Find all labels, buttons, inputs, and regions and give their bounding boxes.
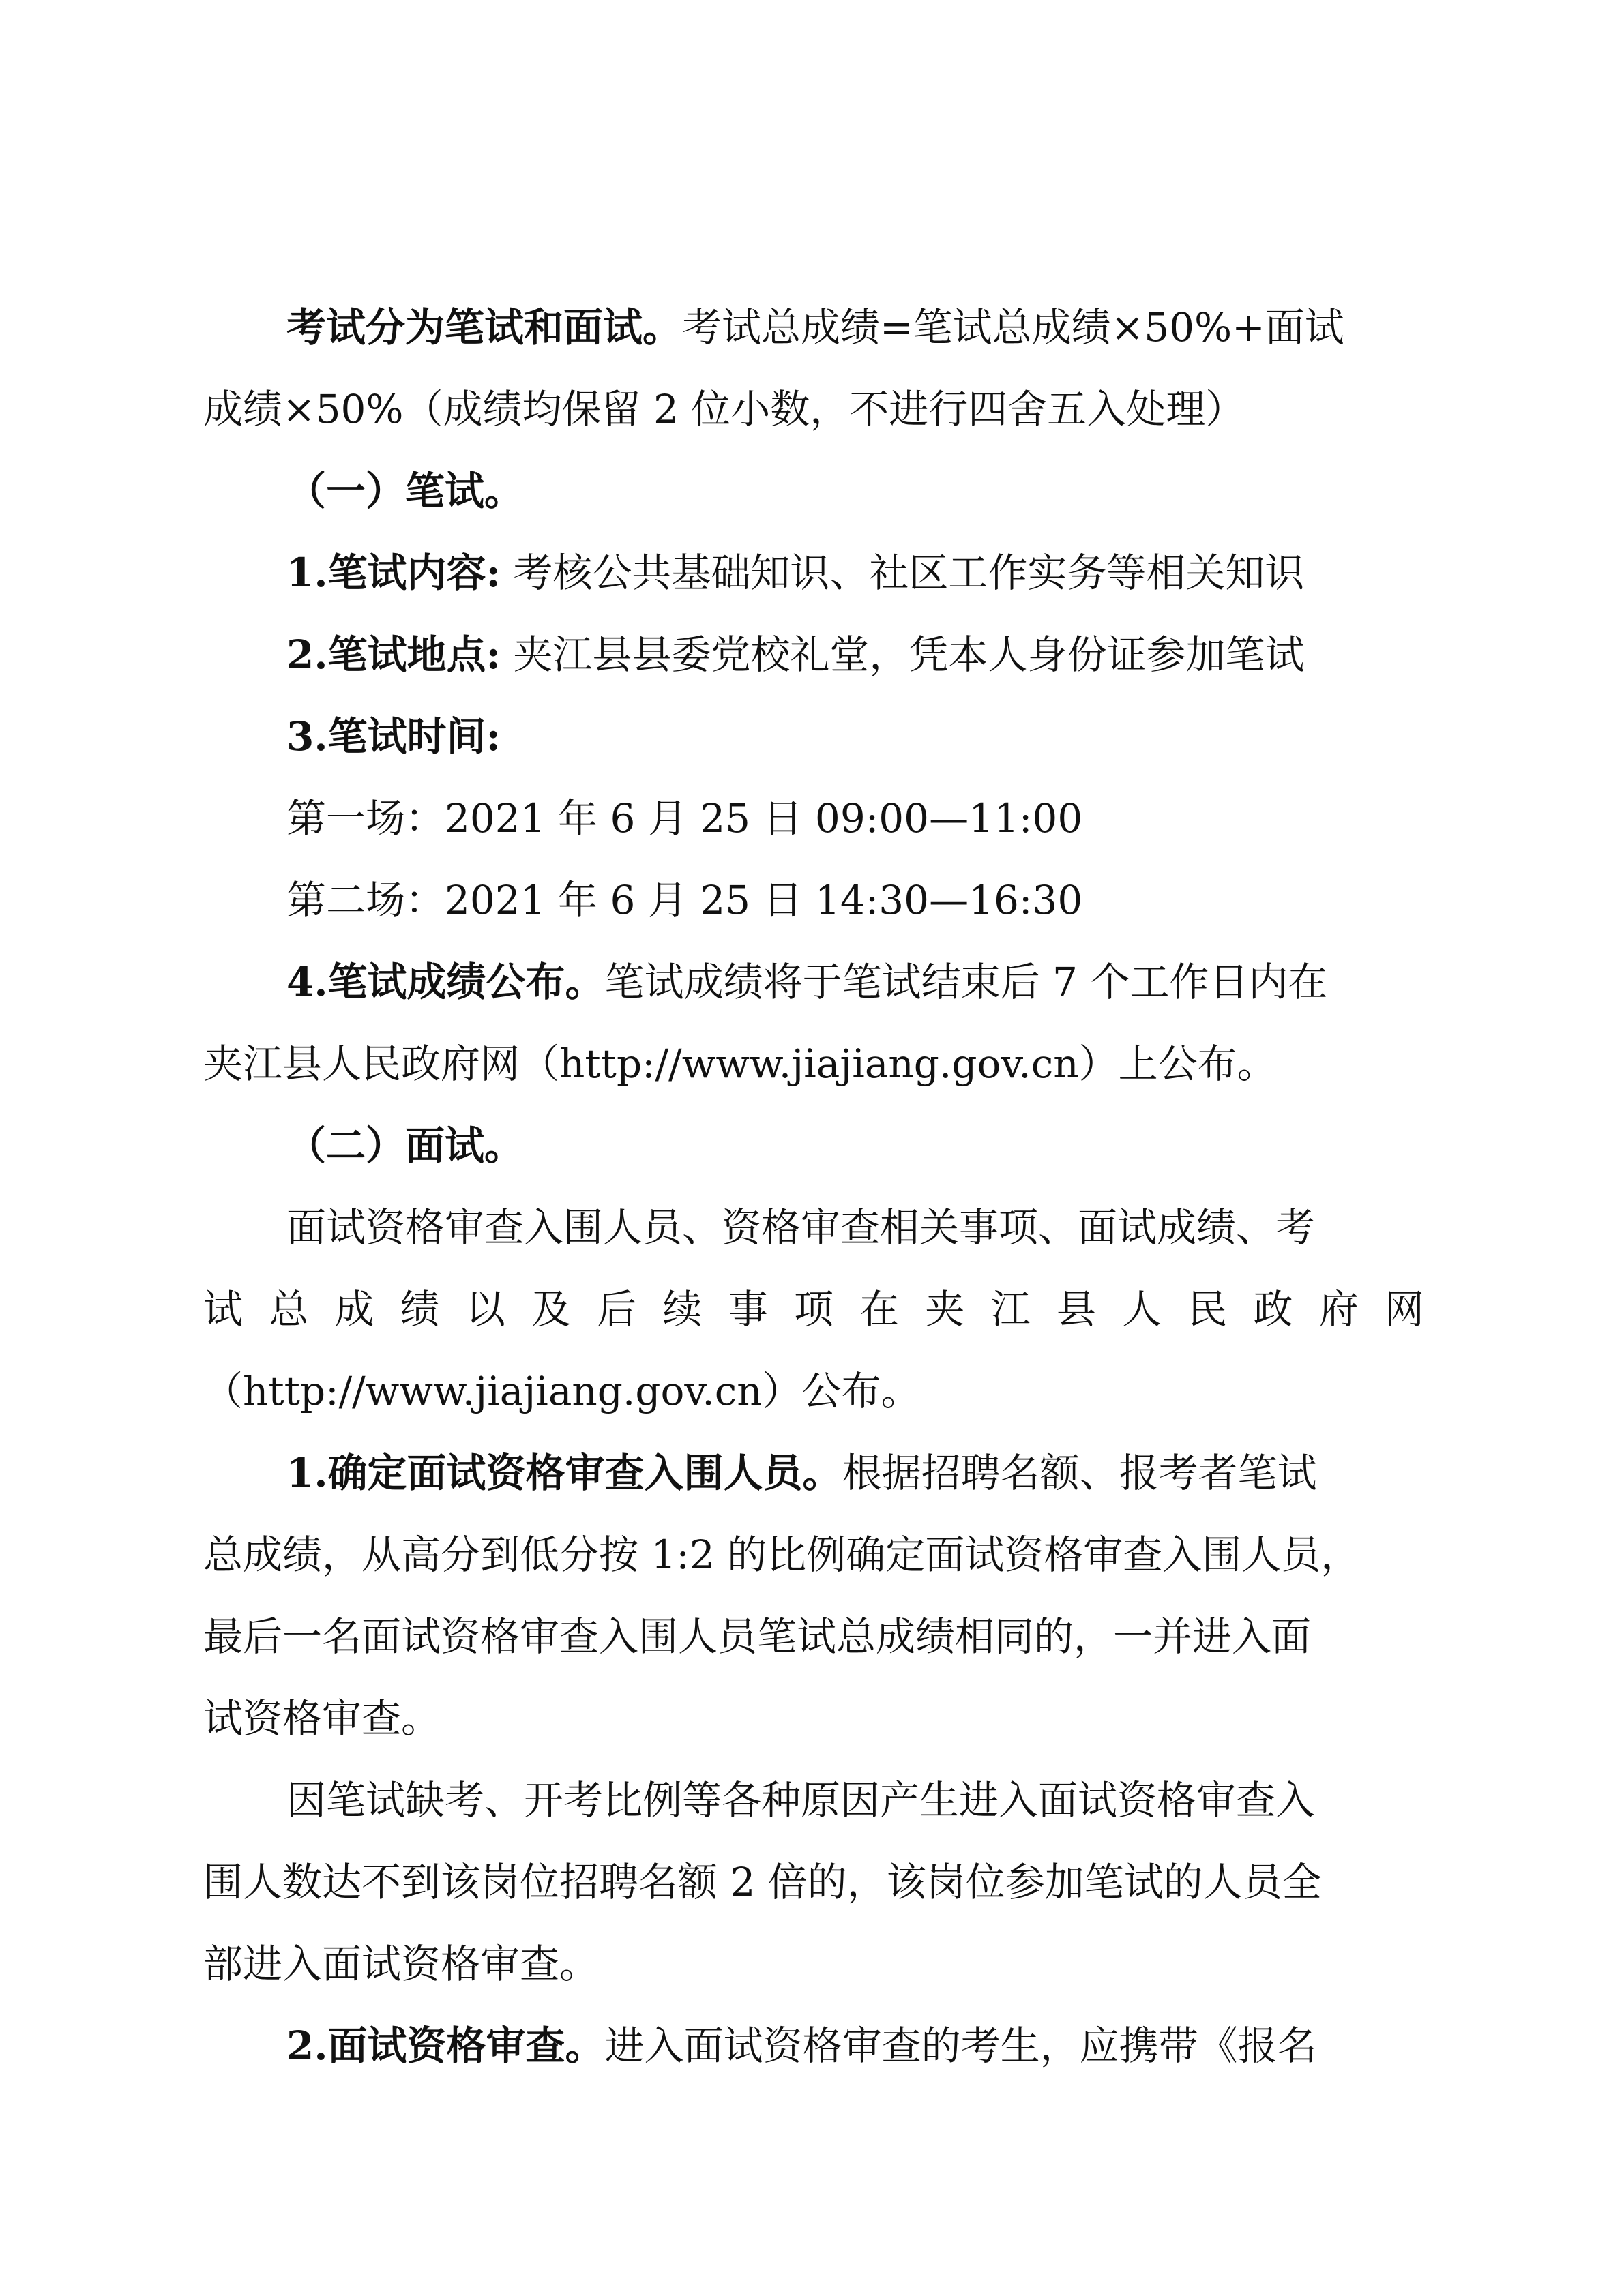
determine-text: 根据招聘名额、报考者笔试	[842, 1450, 1317, 1496]
paragraph-exam-format	[203, 286, 1424, 368]
exam-format-text: 考试总成绩=笔试总成绩×50%+面试	[682, 304, 1344, 351]
determine-line1	[203, 1432, 1424, 1514]
determine-label: 1.确定面试资格审查入围人员。	[286, 1450, 842, 1496]
written-content-label: 1.笔试内容:	[286, 550, 501, 596]
determine-line4: 试资格审查。	[203, 1695, 441, 1742]
review-line	[203, 2005, 1424, 2087]
section-written-heading: （一）笔试。	[286, 468, 525, 514]
interview-intro-line2: 试总成绩以及后续事项在夹江县人民政府网	[203, 1286, 1424, 1332]
absence-line2: 围人数达不到该岗位招聘名额 2 倍的，该岗位参加笔试的人员全	[203, 1859, 1322, 1905]
absence-line1: 因笔试缺考、开考比例等各种原因产生进入面试资格审查入	[286, 1777, 1316, 1823]
session-one: 第一场：2021 年 6 月 25 日 09:00—11:00	[286, 795, 1083, 841]
absence-line3: 部进入面试资格审查。	[203, 1941, 600, 1987]
written-content-text: 考核公共基础知识、社区工作实务等相关知识	[513, 550, 1305, 596]
written-location-label: 2.笔试地点:	[286, 631, 501, 678]
paragraph-exam-format-cont: 成绩×50%（成绩均保留 2 位小数，不进行四舍五入处理）	[203, 386, 1245, 432]
results-text: 笔试成绩将于笔试结束后 7 个工作日内在	[604, 959, 1328, 1005]
written-location-line	[203, 614, 1424, 696]
results-line	[203, 941, 1424, 1023]
results-label: 4.笔试成绩公布。	[286, 959, 605, 1005]
written-content-line	[203, 532, 1424, 614]
written-time-label: 3.笔试时间:	[286, 713, 501, 760]
review-text: 进入面试资格审查的考生，应携带《报名	[604, 2023, 1317, 2069]
review-label: 2.面试资格审查。	[286, 2023, 605, 2069]
exam-format-heading: 考试分为笔试和面试。	[286, 304, 683, 351]
document-body	[203, 286, 1424, 2087]
interview-intro-line3: （http://www.jiajiang.gov.cn）公布。	[203, 1368, 921, 1414]
results-cont: 夹江县人民政府网（http://www.jiajiang.gov.cn）上公布。	[203, 1041, 1277, 1087]
determine-line3: 最后一名面试资格审查入围人员笔试总成绩相同的，一并进入面	[203, 1613, 1312, 1660]
interview-intro-line1: 面试资格审查入围人员、资格审查相关事项、面试成绩、考	[286, 1204, 1316, 1251]
written-location-text: 夹江县县委党校礼堂，凭本人身份证参加笔试	[513, 631, 1305, 678]
section-interview-heading: （二）面试。	[286, 1122, 525, 1169]
determine-line2: 总成绩，从高分到低分按 1:2 的比例确定面试资格审查入围人员，	[203, 1532, 1361, 1578]
session-two: 第二场：2021 年 6 月 25 日 14:30—16:30	[286, 877, 1083, 923]
